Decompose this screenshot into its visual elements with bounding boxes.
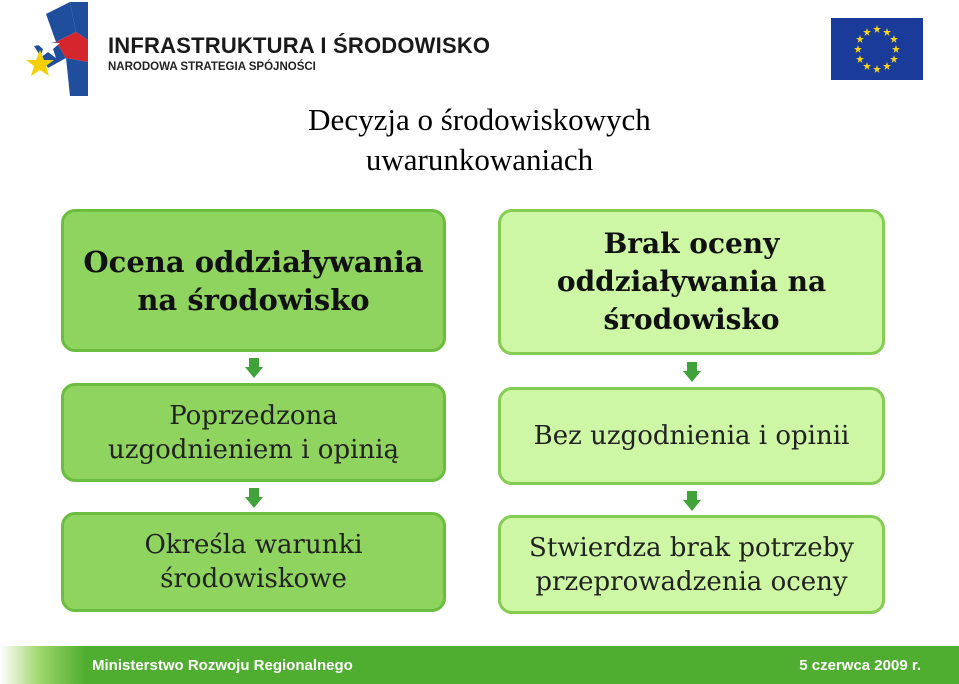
right-step-2-line-2: przeprowadzenia oceny: [535, 566, 848, 597]
brand-subtitle: NARODOWA STRATEGIA SPÓJNOŚCI: [108, 61, 316, 73]
programme-star-logo-icon: [26, 2, 88, 96]
right-step-1-text: Bez uzgodnienia i opinii: [533, 421, 850, 451]
page-title: [0, 100, 959, 180]
down-arrow-icon: [683, 362, 701, 382]
left-heading-box: [61, 209, 446, 352]
left-step-1-line-2: uzgodnieniem i opinią: [108, 434, 399, 465]
eu-flag-icon: [831, 18, 923, 80]
right-heading-line-3: środowisko: [603, 303, 780, 336]
right-step-2-box: [498, 515, 885, 614]
page-title-line-1: Decyzja o środowiskowych: [308, 102, 651, 137]
footer-date: 5 czerwca 2009 r.: [799, 657, 921, 674]
left-heading-line-2: na środowisko: [137, 282, 370, 317]
right-step-2-line-1: Stwierdza brak potrzeby: [529, 532, 854, 563]
down-arrow-icon: [683, 491, 701, 511]
right-heading-line-1: Brak oceny: [603, 227, 780, 260]
left-step-2-line-2: środowiskowe: [160, 564, 347, 594]
left-step-2-line-1: Określa warunki: [144, 530, 363, 560]
left-step-1-line-1: Poprzedzona: [169, 400, 338, 431]
down-arrow-icon: [245, 488, 263, 508]
down-arrow-icon: [245, 358, 263, 378]
page-title-line-2: uwarunkowaniach: [365, 142, 594, 177]
right-heading-line-2: oddziaływania na: [556, 265, 827, 298]
brand-title: INFRASTRUKTURA I ŚRODOWISKO: [108, 33, 491, 58]
footer-ministry: Ministerstwo Rozwoju Regionalnego: [92, 657, 353, 674]
left-step-1-box: [61, 383, 446, 482]
left-step-2-box: [61, 512, 446, 612]
right-heading-box: [498, 209, 885, 355]
right-step-1-box: [498, 387, 885, 485]
footer-bar: [0, 646, 959, 684]
left-heading-line-1: Ocena oddziaływania: [83, 244, 424, 279]
